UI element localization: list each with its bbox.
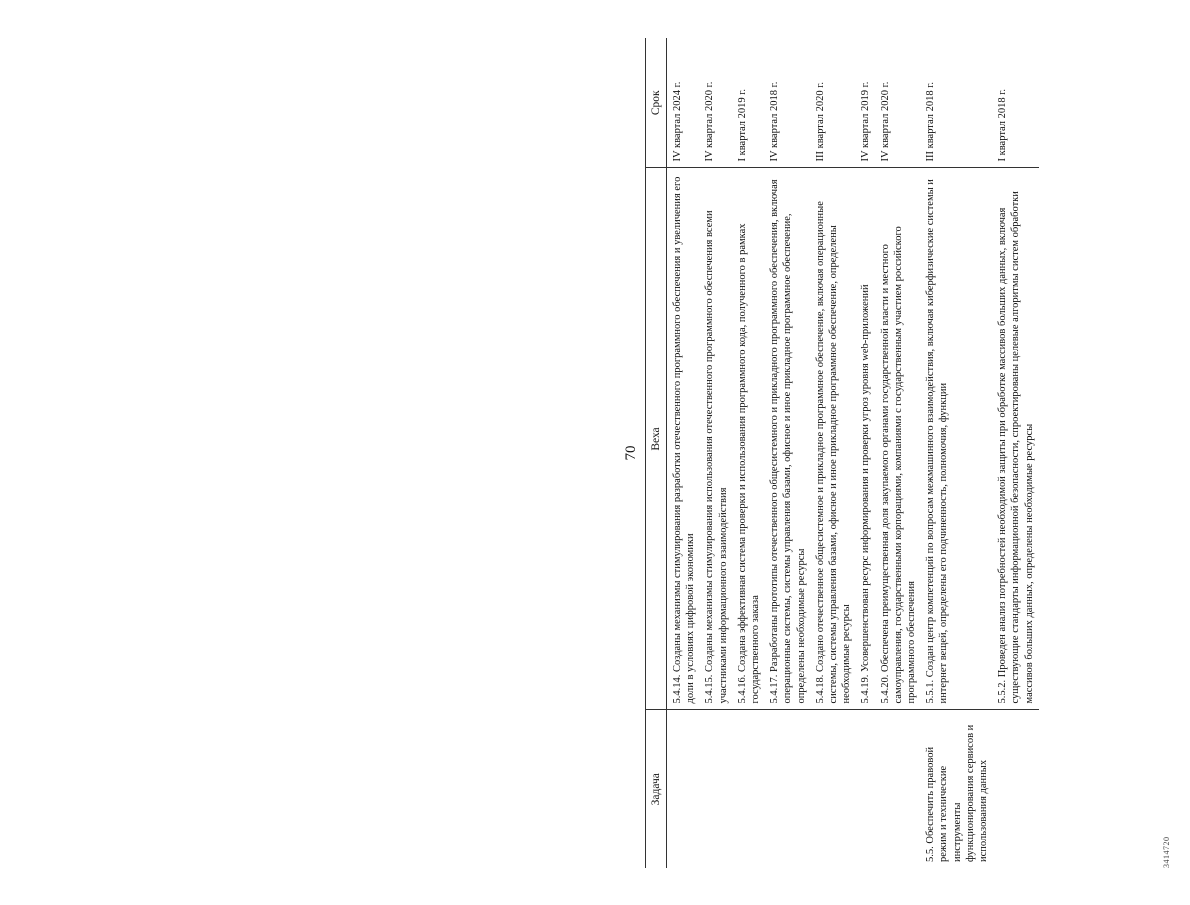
plan-table [645,38,1039,868]
table-row [811,38,857,868]
table-row [876,38,922,868]
header-deadline: Срок [646,38,667,168]
table-row [921,38,993,868]
deadline-cell: IV квартал 2018 г. [765,38,811,168]
task-cell: 5.5. Обеспечить правовой режим и технические инструменты функционирования сервисов и использования данных [925,724,990,862]
table-row [733,38,765,868]
deadline-cell: I квартал 2018 г. [993,38,1039,168]
document-stamp: 3414720 [1162,836,1171,868]
table-row [993,38,1039,868]
task-cell [700,710,732,868]
table-row [667,38,701,868]
task-cell [876,710,922,868]
table-row [700,38,732,868]
rotated-page-content [615,38,1190,868]
table-row [856,38,875,868]
task-cell [765,710,811,868]
milestone-cell: 5.4.18. Создано отечественное общесистемное и прикладное программное обеспечение, включая операционные системы, системы управления базами, офисное и иное прикладное программное обеспечение, определены необходимые ресурсы [811,168,857,710]
milestone-cell: 5.5.1. Создан центр компетенций по вопросам межмашинного взаимодействия, включая киберфизические системы и интернет вещей, определены его подчиненность, полномочия, функции [921,168,993,710]
milestone-cell: 5.4.19. Усовершенствован ресурс информирования и проверки угроз уровня web-приложений [856,168,875,710]
deadline-cell: IV квартал 2020 г. [876,38,922,168]
task-cell [667,710,701,868]
task-cell [811,710,857,868]
task-cell [856,710,875,868]
page-number: 70 [623,445,639,461]
deadline-cell: IV квартал 2020 г. [700,38,732,168]
milestone-cell: 5.4.17. Разработаны прототипы отечественного общесистемного и прикладного программного обеспечения, включая операционные системы, системы управления базами, офисное и иное прикладное программное обеспечение, определены необходимые ресурсы [765,168,811,710]
deadline-cell: III квартал 2020 г. [811,38,857,168]
deadline-cell: IV квартал 2019 г. [856,38,875,168]
milestone-cell: 5.4.20. Обеспечена преимущественная доля закупаемого органами государственной власти и местного самоуправления, государственными корпорациями, компаниями с государственным участием российского программного обеспечения [876,168,922,710]
milestone-cell: 5.5.2. Проведен анализ потребностей необходимой защиты при обработке массивов больших данных, включая существующие стандарты информационной безопасности, спроектированы целевые алгоритмы систем обработки массивов больших данных, определены необходимые ресурсы [993,168,1039,710]
deadline-cell: I квартал 2019 г. [733,38,765,168]
task-cell [993,710,1039,868]
deadline-cell: III квартал 2018 г. [921,38,993,168]
header-task: Задача [646,710,667,868]
table-header-row [646,38,667,868]
table-row [765,38,811,868]
task-cell [733,710,765,868]
milestone-cell: 5.4.15. Созданы механизмы стимулирования использования отечественного программного обеспечения всеми участниками информационного взаимодействия [700,168,732,710]
milestone-cell: 5.4.14. Созданы механизмы стимулирования разработки отечественного программного обеспечения и увеличения его доли в условиях цифровой экономики [667,168,701,710]
deadline-cell: IV квартал 2024 г. [667,38,701,168]
milestone-cell: 5.4.16. Создана эффективная система проверки и использования программного кода, полученного в рамках государственного заказа [733,168,765,710]
header-milestone: Веха [646,168,667,710]
